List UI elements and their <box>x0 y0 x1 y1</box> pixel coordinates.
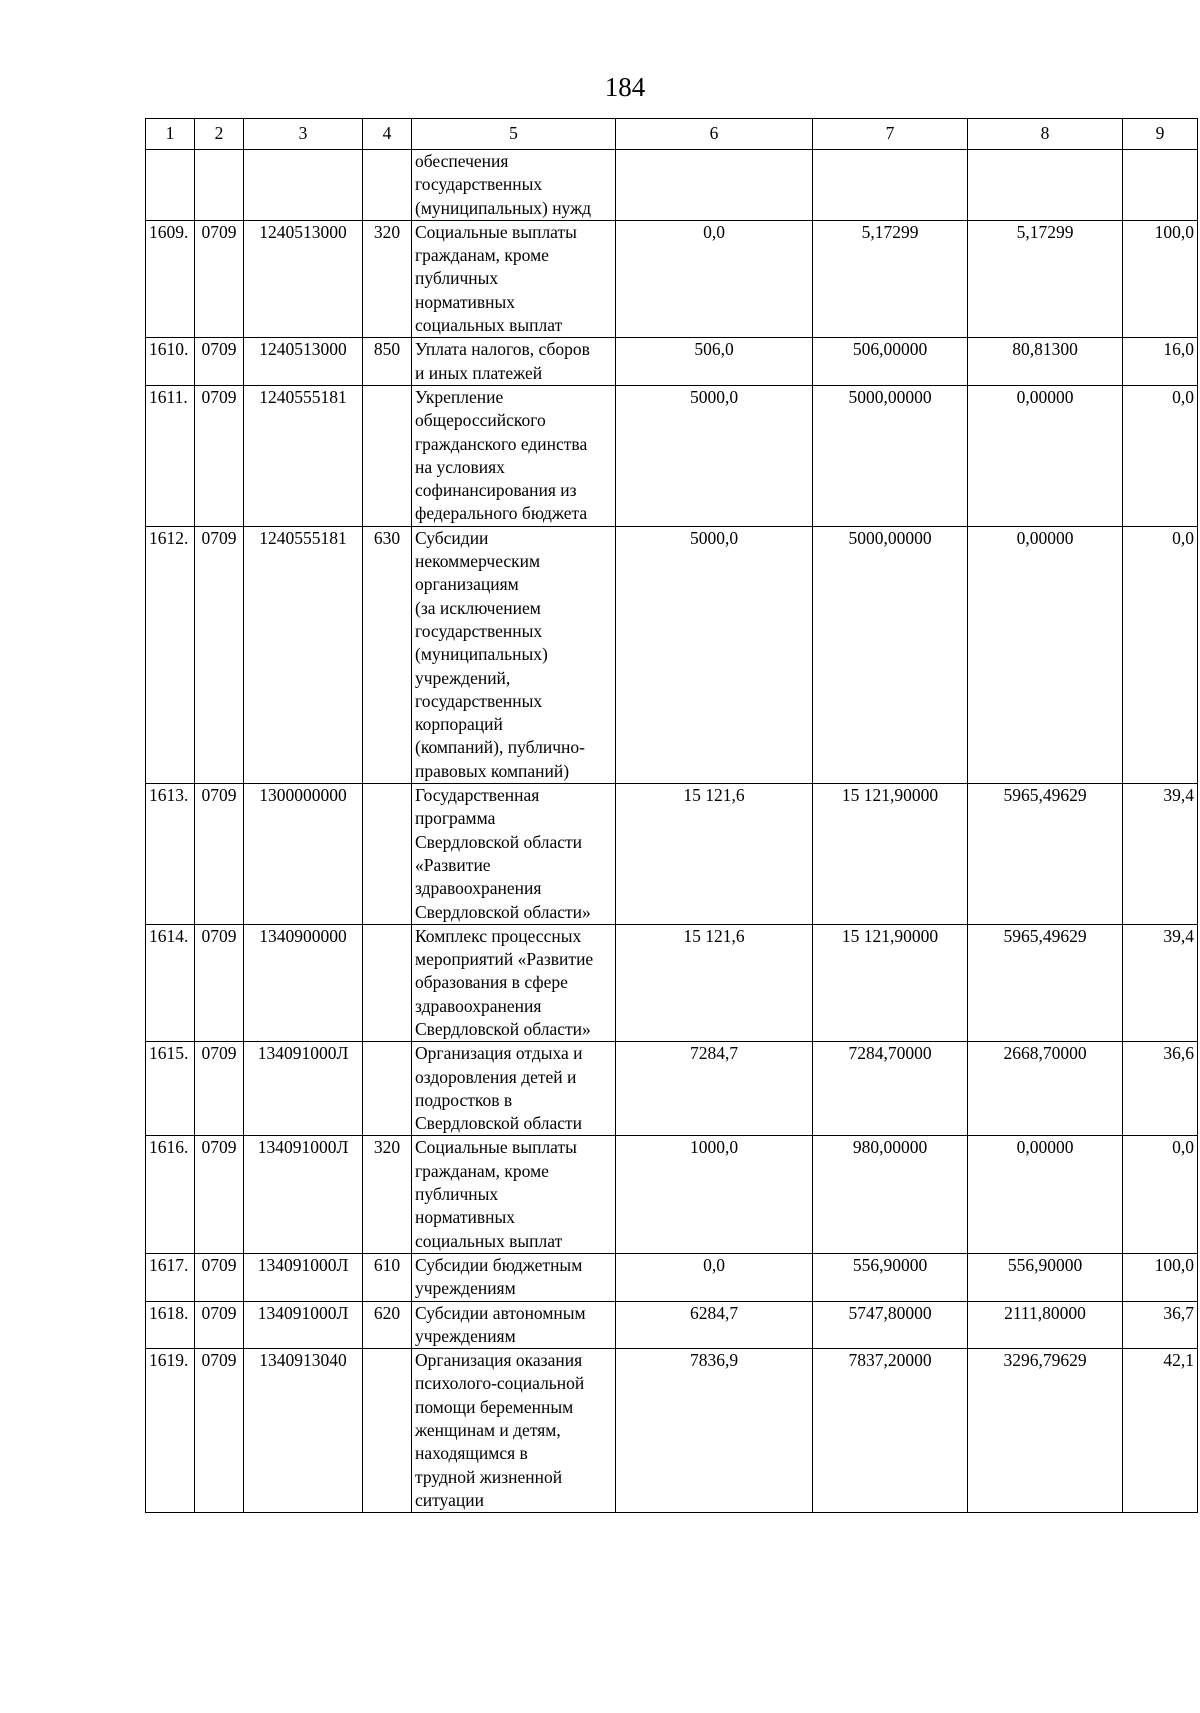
section-code-cell: 0709 <box>195 1042 244 1136</box>
header-cell: 7 <box>813 119 968 150</box>
item-name-line: правовых компаний) <box>415 760 570 781</box>
item-name-line: гражданам, кроме <box>415 245 549 266</box>
executed-amount-cell <box>968 150 1123 221</box>
item-name-line: государственных <box>415 620 543 641</box>
approved-amount-cell: 5000,0 <box>616 526 813 783</box>
target-code-cell: 1240555181 <box>244 385 363 526</box>
planned-amount-cell: 7837,20000 <box>813 1349 968 1513</box>
item-name-line: здравоохранения <box>415 878 542 899</box>
execution-percent-cell <box>1123 150 1198 221</box>
executed-amount-cell: 5,17299 <box>968 220 1123 337</box>
item-name-line: гражданского единства <box>415 433 588 454</box>
approved-amount-cell <box>616 150 813 221</box>
approved-amount-cell: 0,0 <box>616 220 813 337</box>
item-name-cell <box>412 150 616 221</box>
item-name-line: социальных выплат <box>415 1230 563 1251</box>
planned-amount-cell <box>813 150 968 221</box>
item-name-line: нормативных <box>415 1207 516 1228</box>
planned-amount-cell: 5000,00000 <box>813 526 968 783</box>
item-name-line: Свердловской области» <box>415 1018 591 1039</box>
section-code-cell: 0709 <box>195 220 244 337</box>
row-number-cell <box>146 150 195 221</box>
target-code-cell: 1340900000 <box>244 924 363 1041</box>
item-name-line: нормативных <box>415 291 516 312</box>
table-row <box>146 1136 1198 1253</box>
item-name-line: (муниципальных) нужд <box>415 197 592 218</box>
planned-amount-cell: 15 121,90000 <box>813 784 968 925</box>
item-name-line: женщинам и детям, <box>415 1420 561 1441</box>
executed-amount-cell: 2668,70000 <box>968 1042 1123 1136</box>
table-body <box>146 150 1198 1513</box>
item-name-cell <box>412 338 616 386</box>
expense-type-cell: 320 <box>363 220 412 337</box>
expense-type-cell: 630 <box>363 526 412 783</box>
item-name-line: Государственная <box>415 785 540 806</box>
item-name-line: «Развитие <box>415 854 491 875</box>
item-name-cell <box>412 924 616 1041</box>
item-name-line: ситуации <box>415 1489 484 1510</box>
execution-percent-cell: 42,1 <box>1123 1349 1198 1513</box>
approved-amount-cell: 5000,0 <box>616 385 813 526</box>
row-number-cell: 1616. <box>146 1136 195 1253</box>
header-cell: 3 <box>244 119 363 150</box>
item-name-cell <box>412 1349 616 1513</box>
item-name-line: Свердловской области» <box>415 901 591 922</box>
executed-amount-cell: 80,81300 <box>968 338 1123 386</box>
executed-amount-cell: 0,00000 <box>968 526 1123 783</box>
expense-type-cell: 610 <box>363 1253 412 1301</box>
approved-amount-cell: 506,0 <box>616 338 813 386</box>
item-name-line: Организация оказания <box>415 1350 583 1371</box>
expense-type-cell: 850 <box>363 338 412 386</box>
target-code-cell <box>244 150 363 221</box>
executed-amount-cell: 3296,79629 <box>968 1349 1123 1513</box>
item-name-line: образования в сфере <box>415 972 568 993</box>
planned-amount-cell: 15 121,90000 <box>813 924 968 1041</box>
item-name-line: софинансирования из <box>415 480 577 501</box>
planned-amount-cell: 556,90000 <box>813 1253 968 1301</box>
execution-percent-cell: 0,0 <box>1123 1136 1198 1253</box>
planned-amount-cell: 5747,80000 <box>813 1301 968 1349</box>
item-name-line: мероприятий «Развитие <box>415 949 594 970</box>
section-code-cell: 0709 <box>195 1136 244 1253</box>
table-row <box>146 150 1198 221</box>
expense-type-cell: 320 <box>363 1136 412 1253</box>
row-number-cell: 1615. <box>146 1042 195 1136</box>
planned-amount-cell: 506,00000 <box>813 338 968 386</box>
item-name-line: Комплекс процессных <box>415 925 582 946</box>
approved-amount-cell: 7836,9 <box>616 1349 813 1513</box>
header-cell: 8 <box>968 119 1123 150</box>
item-name-cell <box>412 784 616 925</box>
row-number-cell: 1611. <box>146 385 195 526</box>
item-name-line: помощи беременным <box>415 1396 574 1417</box>
item-name-line: и иных платежей <box>415 362 543 383</box>
item-name-line: находящимся в <box>415 1443 528 1464</box>
section-code-cell: 0709 <box>195 526 244 783</box>
item-name-line: общероссийского <box>415 410 546 431</box>
expense-type-cell <box>363 150 412 221</box>
execution-percent-cell: 39,4 <box>1123 784 1198 925</box>
section-code-cell: 0709 <box>195 1253 244 1301</box>
item-name-line: учреждениям <box>415 1278 516 1299</box>
budget-table <box>145 118 1198 1513</box>
item-name-line: оздоровления детей и <box>415 1066 577 1087</box>
item-name-cell <box>412 1301 616 1349</box>
execution-percent-cell: 16,0 <box>1123 338 1198 386</box>
section-code-cell: 0709 <box>195 1349 244 1513</box>
executed-amount-cell: 0,00000 <box>968 385 1123 526</box>
item-name-line: государственных <box>415 690 543 711</box>
item-name-line: Организация отдыха и <box>415 1043 583 1064</box>
header-row <box>146 119 1198 150</box>
item-name-line: на условиях <box>415 456 505 477</box>
planned-amount-cell: 5,17299 <box>813 220 968 337</box>
row-number-cell: 1609. <box>146 220 195 337</box>
item-name-line: трудной жизненной <box>415 1466 563 1487</box>
execution-percent-cell: 100,0 <box>1123 220 1198 337</box>
executed-amount-cell: 5965,49629 <box>968 924 1123 1041</box>
item-name-line: учреждений, <box>415 667 511 688</box>
table-row <box>146 338 1198 386</box>
table-row <box>146 1253 1198 1301</box>
table-row <box>146 784 1198 925</box>
target-code-cell: 1240513000 <box>244 338 363 386</box>
item-name-line: здравоохранения <box>415 995 542 1016</box>
item-name-cell <box>412 1253 616 1301</box>
item-name-line: Уплата налогов, сборов <box>415 339 590 360</box>
item-name-cell <box>412 385 616 526</box>
target-code-cell: 134091000Л <box>244 1301 363 1349</box>
item-name-line: (компаний), публично- <box>415 737 585 758</box>
execution-percent-cell: 39,4 <box>1123 924 1198 1041</box>
target-code-cell: 134091000Л <box>244 1136 363 1253</box>
item-name-line: психолого-социальной <box>415 1373 585 1394</box>
planned-amount-cell: 980,00000 <box>813 1136 968 1253</box>
executed-amount-cell: 2111,80000 <box>968 1301 1123 1349</box>
execution-percent-cell: 36,7 <box>1123 1301 1198 1349</box>
item-name-line: некоммерческим <box>415 551 541 572</box>
approved-amount-cell: 6284,7 <box>616 1301 813 1349</box>
item-name-cell <box>412 1042 616 1136</box>
item-name-line: (муниципальных) <box>415 644 548 665</box>
item-name-line: (за исключением <box>415 597 541 618</box>
row-number-cell: 1613. <box>146 784 195 925</box>
item-name-line: Субсидии автономным <box>415 1302 586 1323</box>
row-number-cell: 1612. <box>146 526 195 783</box>
header-cell: 6 <box>616 119 813 150</box>
section-code-cell: 0709 <box>195 385 244 526</box>
expense-type-cell <box>363 784 412 925</box>
target-code-cell: 134091000Л <box>244 1253 363 1301</box>
item-name-line: обеспечения <box>415 151 509 171</box>
table-row <box>146 220 1198 337</box>
execution-percent-cell: 0,0 <box>1123 526 1198 783</box>
item-name-cell <box>412 526 616 783</box>
expense-type-cell <box>363 924 412 1041</box>
item-name-line: Социальные выплаты <box>415 1137 577 1158</box>
table-row <box>146 385 1198 526</box>
row-number-cell: 1610. <box>146 338 195 386</box>
approved-amount-cell: 15 121,6 <box>616 784 813 925</box>
item-name-cell <box>412 220 616 337</box>
row-number-cell: 1618. <box>146 1301 195 1349</box>
target-code-cell: 134091000Л <box>244 1042 363 1136</box>
item-name-line: Свердловской области <box>415 831 583 852</box>
executed-amount-cell: 556,90000 <box>968 1253 1123 1301</box>
item-name-line: подростков в <box>415 1089 513 1110</box>
item-name-line: федерального бюджета <box>415 503 588 524</box>
section-code-cell: 0709 <box>195 338 244 386</box>
item-name-line: учреждениям <box>415 1325 516 1346</box>
planned-amount-cell: 5000,00000 <box>813 385 968 526</box>
row-number-cell: 1614. <box>146 924 195 1041</box>
expense-type-cell <box>363 385 412 526</box>
header-cell: 4 <box>363 119 412 150</box>
section-code-cell: 0709 <box>195 784 244 925</box>
section-code-cell: 0709 <box>195 1301 244 1349</box>
approved-amount-cell: 0,0 <box>616 1253 813 1301</box>
approved-amount-cell: 7284,7 <box>616 1042 813 1136</box>
row-number-cell: 1619. <box>146 1349 195 1513</box>
approved-amount-cell: 1000,0 <box>616 1136 813 1253</box>
execution-percent-cell: 0,0 <box>1123 385 1198 526</box>
execution-percent-cell: 36,6 <box>1123 1042 1198 1136</box>
item-name-line: Свердловской области <box>415 1113 583 1134</box>
target-code-cell: 1240513000 <box>244 220 363 337</box>
expense-type-cell <box>363 1349 412 1513</box>
executed-amount-cell: 5965,49629 <box>968 784 1123 925</box>
item-name-line: программа <box>415 808 496 829</box>
item-name-line: Укрепление <box>415 386 504 407</box>
section-code-cell: 0709 <box>195 924 244 1041</box>
execution-percent-cell: 100,0 <box>1123 1253 1198 1301</box>
row-number-cell: 1617. <box>146 1253 195 1301</box>
target-code-cell: 1340913040 <box>244 1349 363 1513</box>
item-name-line: корпораций <box>415 714 503 735</box>
planned-amount-cell: 7284,70000 <box>813 1042 968 1136</box>
approved-amount-cell: 15 121,6 <box>616 924 813 1041</box>
table-row <box>146 924 1198 1041</box>
item-name-line: публичных <box>415 1184 499 1205</box>
item-name-line: социальных выплат <box>415 315 563 336</box>
header-cell: 9 <box>1123 119 1198 150</box>
target-code-cell: 1240555181 <box>244 526 363 783</box>
item-name-line: государственных <box>415 174 543 195</box>
table-row <box>146 1349 1198 1513</box>
item-name-line: организациям <box>415 574 519 595</box>
expense-type-cell: 620 <box>363 1301 412 1349</box>
expense-type-cell <box>363 1042 412 1136</box>
item-name-line: Социальные выплаты <box>415 221 577 242</box>
header-cell: 2 <box>195 119 244 150</box>
executed-amount-cell: 0,00000 <box>968 1136 1123 1253</box>
section-code-cell <box>195 150 244 221</box>
header-cell: 5 <box>412 119 616 150</box>
table-row <box>146 1042 1198 1136</box>
header-cell: 1 <box>146 119 195 150</box>
table-row <box>146 1301 1198 1349</box>
target-code-cell: 1300000000 <box>244 784 363 925</box>
item-name-line: гражданам, кроме <box>415 1160 549 1181</box>
page-number: 184 <box>604 72 646 102</box>
table-row <box>146 526 1198 783</box>
item-name-line: Субсидии <box>415 527 489 548</box>
item-name-cell <box>412 1136 616 1253</box>
item-name-line: Субсидии бюджетным <box>415 1254 583 1275</box>
item-name-line: публичных <box>415 268 499 289</box>
